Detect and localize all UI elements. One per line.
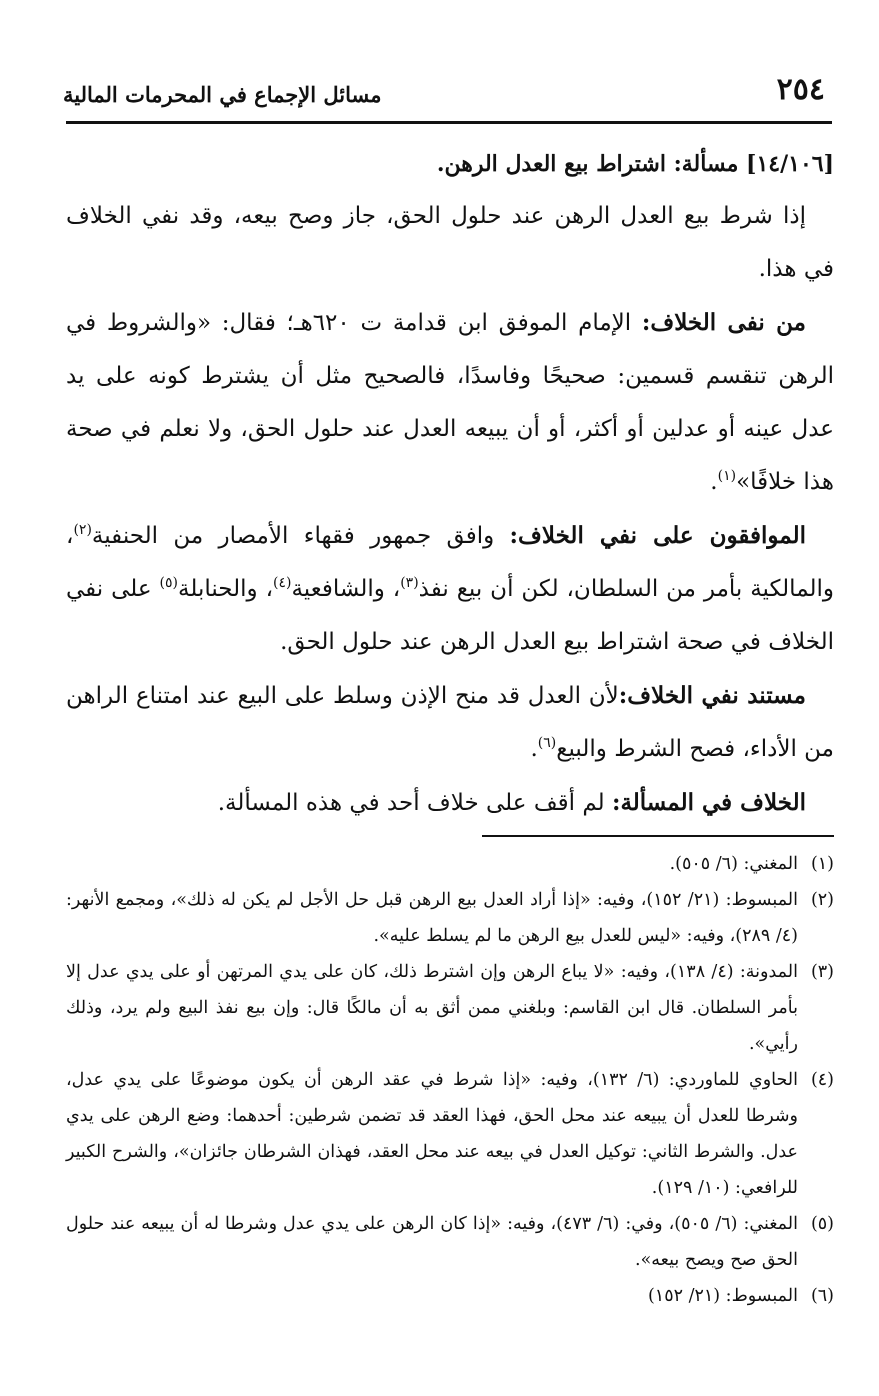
agreers-paragraph: [66, 509, 834, 669]
dispute-lead: الخلاف في المسألة:: [611, 789, 806, 816]
agreers-text-1: وافق جمهور فقهاء الأمصار من الحنفية: [91, 523, 510, 549]
agreers-text-5: على نفي الخلاف في صحة اشتراط بيع العدل الرهن عند حلول الحق.: [66, 576, 834, 655]
issue-title: [١٤/١٠٦] مسألة: اشتراط بيع العدل الرهن.: [436, 151, 834, 177]
footnote-ref-5: (٥): [159, 575, 179, 591]
negation-end: .: [710, 469, 718, 495]
header-rule: [66, 121, 832, 124]
footnote-text: المغني: (٦/ ٥٠٥).: [669, 854, 798, 874]
footnote-number: (١): [810, 854, 834, 874]
footnote-number: (٦): [810, 1286, 834, 1306]
footnote: [66, 1062, 834, 1206]
footnote: [66, 1206, 834, 1278]
basis-lead: مستند نفي الخلاف:: [618, 682, 806, 709]
main-text: [66, 138, 834, 830]
running-title: مسائل الإجماع في المحرمات المالية: [63, 82, 382, 107]
footnote: [66, 846, 834, 882]
footnote-number: (٥): [810, 1214, 834, 1234]
negation-text: الإمام الموفق ابن قدامة ت ٦٢٠هـ؛ فقال: «والشروط في الرهن تنقسم قسمين: صحيحًا وفاسدًا، فالصحيح مثل أن يشترط كونه على يد عدل عينه أو عدلين أو أكثر، أو أن يبيعه العدل عند حلول الحق، ولا نعلم في صحة هذا خلافًا»: [66, 310, 834, 495]
agreers-lead: الموافقون على نفي الخلاف:: [509, 522, 806, 549]
footnote-number: (٣): [810, 962, 834, 982]
basis-text: لأن العدل قد منح الإذن وسلط على البيع عند امتناع الراهن من الأداء، فصح الشرط والبيع: [66, 683, 834, 762]
agreers-text-2: ، والمالكية بأمر من السلطان، لكن أن بيع نفذ: [66, 523, 834, 602]
footnote: [66, 882, 834, 954]
footnote-number: (٤): [810, 1070, 834, 1090]
footnote-number: (٢): [810, 890, 834, 910]
footnote-ref-4: (٤): [273, 575, 292, 591]
footnotes: [66, 846, 834, 1314]
issue-statement: إذا شرط بيع العدل الرهن عند حلول الحق، جاز وصح بيعه، وقد نفي الخلاف في هذا.: [66, 203, 834, 282]
footnote-text: الحاوي للماوردي: (٦/ ١٣٢)، وفيه: «إذا شرط في عقد الرهن أن يكون موضوعًا على يدي عدل، وشرطا للعدل أن يبيعه عند محل الحق، فهذا العقد قد تضمن شرطين: أحدهما: وضع الرهن على يدي عدل. والشرط الثاني: توكيل العدل في بيعه عند محل العقد، فهذان الشرطان جائزان»، والشرح الكبير للرافعي: (١٠/ ١٢٩).: [66, 1070, 798, 1198]
footnote-ref-6: (٦): [537, 735, 557, 751]
page-number: ٢٥٤: [776, 72, 825, 107]
footnote-text: المبسوط: (٢١/ ١٥٢)، وفيه: «إذا أراد العدل بيع الرهن قبل حل الأجل لم يكن له ذلك»، ومجمع الأنهر: (٤/ ٢٨٩)، وفيه: «ليس للعدل بيع الرهن ما لم يسلط عليه».: [66, 890, 799, 946]
negation-lead: من نفى الخلاف:: [641, 309, 806, 336]
dispute-paragraph: [66, 776, 834, 830]
agreers-text-4: ، والحنابلة: [178, 576, 273, 602]
negation-paragraph: [66, 296, 834, 509]
footnote-text: المبسوط: (٢١/ ١٥٢): [647, 1286, 798, 1306]
footnote: [66, 954, 834, 1062]
footnote-separator: [482, 835, 834, 837]
basis-paragraph: [66, 669, 834, 776]
footnote-ref-2: (٢): [73, 522, 92, 538]
footnote-text: المدونة: (٤/ ١٣٨)، وفيه: «لا يباع الرهن وإن اشترط ذلك، كان على يدي المرتهن أو على يدي عدل إلا بأمر السلطان. قال ابن القاسم: وبلغني ممن أثق به أن مالكًا قال: وإن بيع نفذ البيع ولم يرد، وذلك رأيي».: [66, 962, 798, 1054]
footnote-ref-3: (٣): [400, 575, 419, 591]
footnote-text: المغني: (٦/ ٥٠٥)، وفي: (٦/ ٤٧٣)، وفيه: «إذا كان الرهن على يدي عدل وشرطا له أن يبيعه عند حلول الحق صح ويصح بيعه».: [66, 1214, 798, 1270]
footnote-ref-1: (١): [717, 468, 737, 484]
basis-end: .: [530, 736, 538, 762]
footnote: [66, 1278, 834, 1314]
page-header: [63, 68, 833, 118]
dispute-text: لم أقف على خلاف أحد في هذه المسألة.: [217, 790, 612, 816]
agreers-text-3: ، والشافعية: [291, 576, 401, 602]
